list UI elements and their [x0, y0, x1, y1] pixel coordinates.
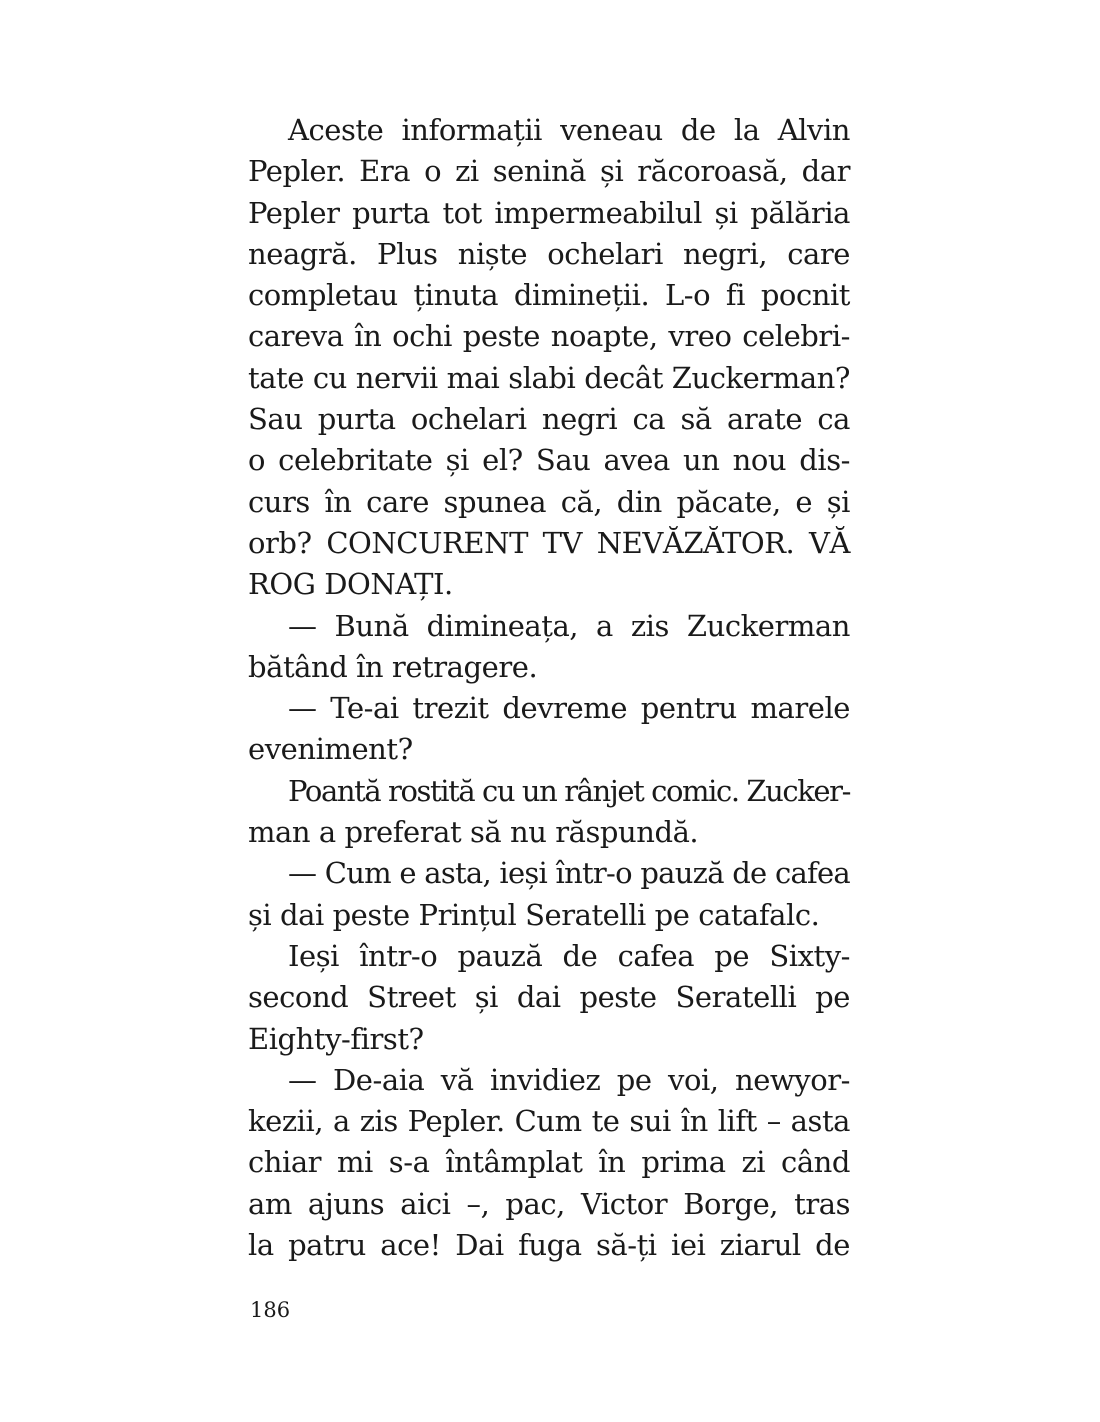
text-line: — Bună dimineața, a zis Zuckerman	[288, 608, 850, 643]
text-line: careva în ochi peste noapte, vreo celebri-	[248, 319, 850, 354]
text-line: man a preferat să nu răspundă.	[248, 815, 699, 850]
text-line: — Te-ai trezit devreme pentru marele	[288, 691, 850, 726]
text-line: neagră. Plus niște ochelari negri, care	[248, 236, 850, 271]
text-line: am ajuns aici –, pac, Victor Borge, tras	[248, 1186, 850, 1221]
text-line: curs în care spunea că, din păcate, e și	[248, 484, 850, 519]
text-line: Pepler purta tot impermeabilul și pălăria	[248, 195, 850, 230]
text-line: la patru ace! Dai fuga să-ți iei ziarul de	[248, 1228, 850, 1263]
text-line: orb? CONCURENT TV NEVĂZĂTOR. VĂ	[248, 525, 850, 560]
text-line: Poantă rostită cu un rânjet comic. Zucker-	[288, 773, 850, 808]
text-line: Eighty-first?	[248, 1021, 424, 1056]
page-number: 186	[250, 1298, 291, 1322]
text-line: — Cum e asta, ieși într-o pauză de cafea	[288, 856, 850, 891]
text-line: Ieși într-o pauză de cafea pe Sixty-	[288, 938, 850, 973]
text-line: eveniment?	[248, 732, 413, 767]
text-line: kezii, a zis Pepler. Cum te sui în lift – asta	[248, 1104, 850, 1139]
text-line: bătând în retragere.	[248, 649, 538, 684]
text-line: Sau purta ochelari negri ca să arate ca	[248, 402, 850, 437]
text-line: și dai peste Prințul Seratelli pe catafalc.	[248, 897, 820, 932]
text-line: tate cu nervii mai slabi decât Zuckerman?	[248, 360, 850, 395]
text-line: — De-aia vă invidiez pe voi, newyor-	[288, 1062, 850, 1097]
text-line: Pepler. Era o zi senină și răcoroasă, dar	[248, 154, 850, 189]
text-line: o celebritate și el? Sau avea un nou dis-	[248, 443, 850, 478]
text-line: Aceste informații veneau de la Alvin	[288, 113, 850, 147]
text-line: second Street și dai peste Seratelli pe	[248, 980, 850, 1015]
body-text	[248, 110, 850, 1266]
text-line: completau ținuta dimineții. L-o fi pocnit	[248, 278, 850, 313]
text-line: ROG DONAȚI.	[248, 567, 453, 602]
text-line: chiar mi s-a întâmplat în prima zi când	[248, 1145, 850, 1180]
